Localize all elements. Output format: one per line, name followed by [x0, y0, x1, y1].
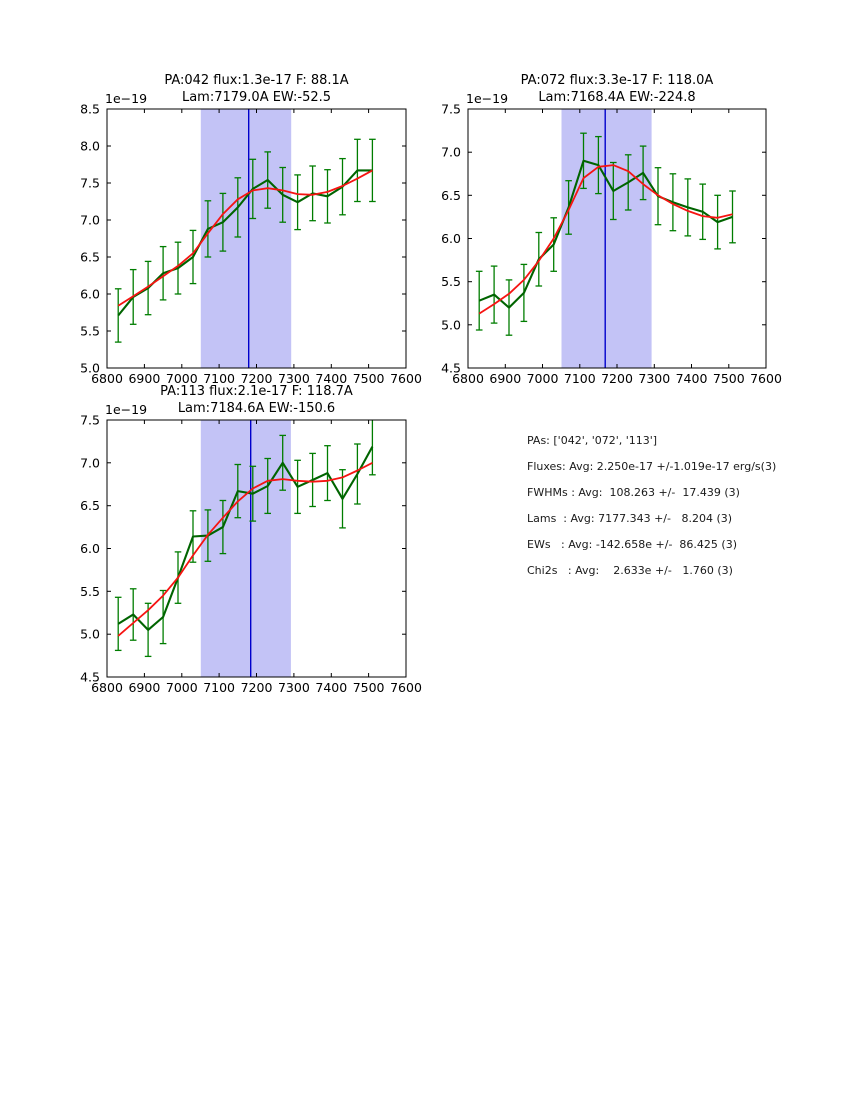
svg-text:7.0: 7.0 [441, 144, 461, 160]
stats-fwhms: FWHMs : Avg: 108.263 +/- 17.439 (3) [527, 486, 740, 499]
fit-window-band [562, 109, 652, 368]
svg-text:7500: 7500 [712, 371, 745, 386]
plot-title-pa113-line1: PA:113 flux:2.1e-17 F: 118.7A [160, 384, 353, 399]
svg-text:5.0: 5.0 [441, 317, 461, 333]
svg-text:6.0: 6.0 [441, 231, 461, 246]
svg-text:4.5: 4.5 [441, 360, 461, 376]
svg-text:6.5: 6.5 [441, 187, 461, 203]
plot-title-pa113-line2: Lam:7184.6A EW:-150.6 [177, 401, 336, 416]
svg-text:7400: 7400 [675, 371, 708, 386]
svg-text:7.0: 7.0 [80, 455, 100, 471]
svg-text:7300: 7300 [277, 371, 310, 386]
spectrum-plot-pa113 [65, 376, 420, 699]
stats-fluxes: Fluxes: Avg: 2.250e-17 +/-1.019e-17 erg/s(3) [527, 460, 777, 473]
svg-text:7200: 7200 [240, 371, 273, 386]
svg-text:6800: 6800 [91, 371, 123, 386]
svg-text:7000: 7000 [165, 371, 198, 386]
svg-text:6800: 6800 [91, 680, 123, 695]
svg-text:6900: 6900 [128, 680, 161, 695]
summary-stats [527, 434, 776, 590]
y-axis-offset-label: 1e−19 [105, 402, 148, 417]
svg-text:7200: 7200 [240, 680, 273, 695]
stats-pas: PAs: ['042', '072', '113'] [527, 434, 658, 447]
svg-text:7000: 7000 [165, 680, 198, 695]
svg-text:7.5: 7.5 [441, 101, 461, 117]
svg-text:7600: 7600 [390, 371, 422, 386]
svg-text:7100: 7100 [203, 680, 236, 695]
svg-text:7200: 7200 [601, 371, 633, 386]
stats-chi2s: Chi2s : Avg: 2.633e +/- 1.760 (3) [527, 564, 733, 577]
plot-canvas [426, 65, 780, 390]
svg-text:6.0: 6.0 [80, 541, 100, 556]
plot-canvas [65, 65, 420, 390]
svg-text:6.5: 6.5 [80, 498, 100, 514]
svg-text:7000: 7000 [526, 371, 559, 386]
plot-title-pa072-line1: PA:072 flux:3.3e-17 F: 118.0A [520, 73, 714, 88]
spectrum-plot-pa042 [65, 65, 420, 390]
stats-lams: Lams : Avg: 7177.343 +/- 8.204 (3) [527, 512, 733, 525]
svg-text:6800: 6800 [452, 371, 484, 386]
y-axis-offset-label: 1e−19 [466, 91, 509, 106]
svg-text:7400: 7400 [315, 680, 348, 695]
svg-text:5.5: 5.5 [80, 323, 100, 339]
svg-text:6.0: 6.0 [80, 286, 100, 302]
svg-text:7100: 7100 [203, 371, 236, 386]
svg-text:5.0: 5.0 [80, 626, 100, 642]
fit-window-band [201, 420, 291, 677]
svg-text:7.5: 7.5 [80, 412, 100, 428]
svg-text:7600: 7600 [390, 680, 422, 695]
svg-text:6.5: 6.5 [80, 249, 100, 265]
plot-title-pa072-line2: Lam:7168.4A EW:-224.8 [538, 90, 696, 105]
svg-text:7100: 7100 [563, 371, 596, 386]
svg-text:5.5: 5.5 [441, 274, 461, 290]
svg-text:5.5: 5.5 [80, 583, 100, 599]
fit-window-band [201, 109, 291, 368]
plot-title-pa042-line2: Lam:7179.0A EW:-52.5 [181, 90, 332, 105]
svg-text:7.5: 7.5 [80, 175, 100, 191]
svg-text:7300: 7300 [638, 371, 671, 386]
svg-text:6900: 6900 [128, 371, 161, 386]
stats-ews: EWs : Avg: -142.658e +/- 86.425 (3) [527, 538, 737, 551]
svg-text:8.5: 8.5 [80, 101, 100, 117]
svg-text:7400: 7400 [315, 371, 348, 386]
svg-text:7500: 7500 [352, 371, 385, 386]
plot-canvas [65, 376, 420, 699]
y-axis-offset-label: 1e−19 [105, 91, 148, 106]
svg-text:6900: 6900 [489, 371, 522, 386]
svg-text:5.0: 5.0 [80, 360, 100, 376]
spectrum-plot-pa072 [426, 65, 780, 390]
svg-text:7300: 7300 [277, 680, 310, 695]
svg-text:8.0: 8.0 [80, 138, 100, 154]
svg-text:7600: 7600 [750, 371, 782, 386]
svg-text:7.0: 7.0 [80, 212, 100, 228]
svg-text:7500: 7500 [352, 680, 385, 695]
plot-title-pa042-line1: PA:042 flux:1.3e-17 F: 88.1A [164, 73, 349, 88]
svg-text:4.5: 4.5 [80, 669, 100, 685]
